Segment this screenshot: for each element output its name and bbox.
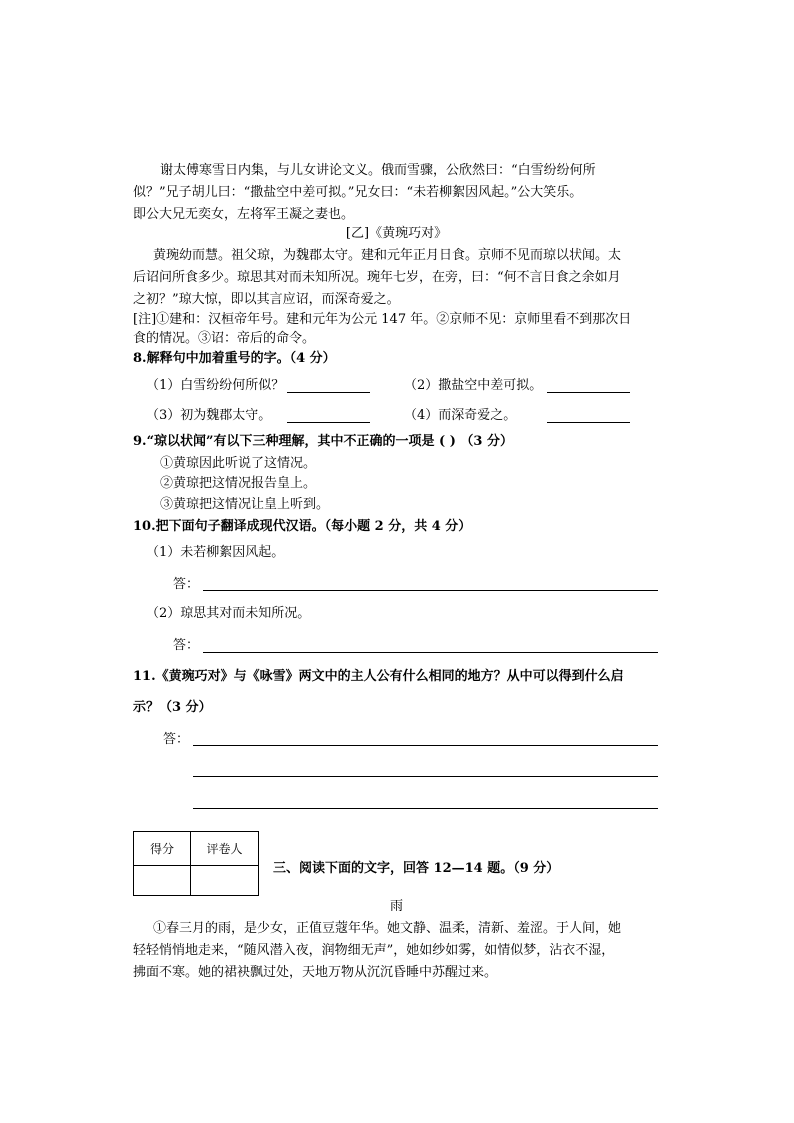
- q10-stem: 10.把下面句子翻译成现代汉语。（每小题 2 分，共 4 分）: [133, 519, 472, 534]
- q10-item-2: （2）琼思其对而未知所况。: [146, 606, 311, 621]
- q10-answer-line-1[interactable]: [203, 589, 658, 591]
- q8-answer-blank-4[interactable]: [547, 421, 630, 423]
- q9-option-2: ②黄琼把这情况报告皇上。: [160, 476, 317, 491]
- q9-option-1: ①黄琼因此听说了这情况。: [160, 456, 317, 471]
- passage-yi-line-1: 黄琬幼而慧。祖父琼，为魏郡太守。建和元年正月日食。京师不见而琼以状闻。太: [153, 248, 622, 263]
- passage-jia-line-3: 即公大兄无奕女，左将军王凝之妻也。: [133, 207, 355, 222]
- q10-answer-line-2[interactable]: [203, 651, 658, 653]
- passage-yi-line-2: 后诏问所食多少。琼思其对而未知所况。琬年七岁，在旁，曰：“何不言日食之余如月: [133, 270, 621, 285]
- passage-jia-line-1: 谢太傅寒雪日内集，与儿女讲论文义。俄而雪骤，公欣然曰：“白雪纷纷何所: [160, 163, 596, 178]
- q8-answer-blank-3[interactable]: [287, 421, 370, 423]
- q10-answer-label-1: 答：: [173, 577, 200, 592]
- q8-item-2: （2）撒盐空中差可拟。: [404, 378, 543, 393]
- passage-yi-title: [乙]《黄琬巧对》: [345, 226, 448, 241]
- q11-stem-line-1: 11.《黄琬巧对》与《咏雪》两文中的主人公有什么相同的地方？从中可以得到什么启: [133, 669, 624, 684]
- score-table: [133, 831, 259, 896]
- q8-item-3: （3）初为魏郡太守。: [146, 408, 272, 423]
- section3-line-2: 轻轻悄悄地走来，“随风潜入夜，润物细无声”，她如纱如雾，如情似梦，沾衣不湿，: [133, 943, 615, 958]
- q8-item-1: （1）白雪纷纷何所似？: [146, 378, 285, 393]
- passage-yi-note-1: [注]①建和：汉桓帝年号。建和元年为公元 147 年。②京师不见：京师里看不到那次日: [133, 312, 632, 327]
- section3-title: 雨: [389, 899, 403, 914]
- q8-answer-blank-1[interactable]: [287, 391, 370, 393]
- q8-answer-blank-2[interactable]: [547, 391, 630, 393]
- q8-item-4: （4）而深奇爱之。: [404, 408, 517, 423]
- q11-answer-line-1[interactable]: [193, 744, 658, 746]
- q10-item-1: （1）未若柳絮因风起。: [146, 545, 285, 560]
- section3-heading: 三、阅读下面的文字，回答 12—14 题。（9 分）: [273, 861, 560, 876]
- section3-line-3: 拂面不寒。她的裙袂飘过处，天地万物从沉沉昏睡中苏醒过来。: [133, 965, 498, 980]
- q9-stem: 9.“琼以状闻”有以下三种理解，其中不正确的一项是 ( ) （3 分）: [133, 434, 513, 449]
- q11-stem-line-2: 示？（3 分）: [133, 700, 212, 715]
- q11-answer-line-3[interactable]: [193, 807, 658, 809]
- q11-answer-line-2[interactable]: [193, 775, 658, 777]
- passage-yi-line-3: 之初？”琼大惊，即以其言应诏，而深奇爱之。: [133, 292, 400, 307]
- score-cell[interactable]: [134, 866, 191, 896]
- q10-answer-label-2: 答：: [173, 638, 200, 653]
- grader-cell[interactable]: [191, 866, 259, 896]
- q8-stem: 8.解释句中加着重号的字。（4 分）: [133, 351, 336, 366]
- passage-yi-note-2: 食的情况。③诏：帝后的命令。: [133, 331, 316, 346]
- passage-jia-line-2: 似？”兄子胡儿曰：“撒盐空中差可拟。”兄女曰：“未若柳絮因风起。”公大笑乐。: [133, 185, 583, 200]
- section3-line-1: ①春三月的雨，是少女，正值豆蔻年华。她文静、温柔，清新、羞涩。于人间，她: [153, 921, 622, 936]
- q11-answer-label: 答：: [163, 732, 190, 747]
- score-header: 得分: [134, 832, 191, 866]
- grader-header: 评卷人: [191, 832, 259, 866]
- q9-option-3: ③黄琼把这情况让皇上听到。: [160, 497, 330, 512]
